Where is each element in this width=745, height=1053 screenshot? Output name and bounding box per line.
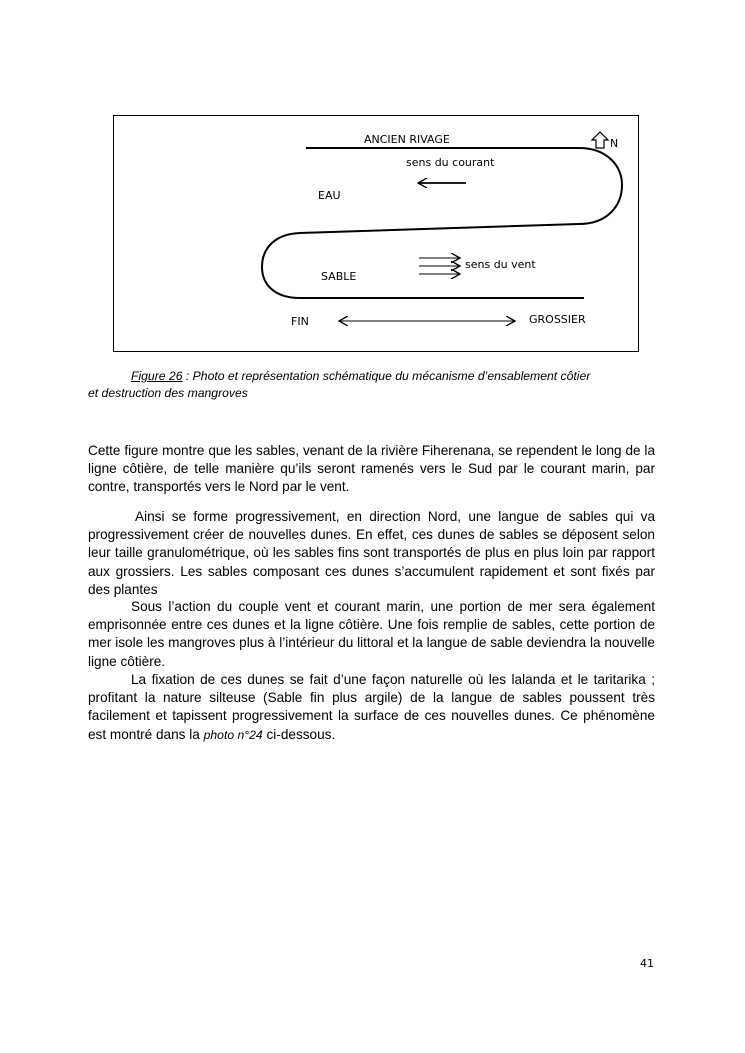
grossier-label: GROSSIER bbox=[529, 313, 586, 326]
paragraph-2: Ainsi se forme progressivement, en direction Nord, une langue de sables qui va progressivement créer de nouvelles dunes. En effet, ces dunes de sables se déposent selon leur taille granulométrique, où les sables fins sont transportés de plus en plus loin par rapport aux grossiers. Les sables composant ces dunes s’accumulent rapidement et sont fixés par des plantes bbox=[88, 509, 655, 597]
page-number: 41 bbox=[640, 957, 654, 970]
fin-label: FIN bbox=[291, 315, 309, 328]
figure-caption bbox=[88, 368, 658, 402]
caption-line-2: et destruction des mangroves bbox=[88, 386, 248, 400]
eau-label: EAU bbox=[318, 189, 341, 202]
paragraph-1: Cette figure montre que les sables, venant de la rivière Fiherenana, se rependent le long de la ligne côtière, de telle manière qu’ils seront ramenés vers le Sud par le courant marin, par contre, transportés vers le Nord par le vent. bbox=[88, 443, 655, 495]
ancien-rivage-label: ANCIEN RIVAGE bbox=[364, 133, 450, 146]
photo-reference: photo n°24 bbox=[203, 727, 263, 742]
north-label: N bbox=[610, 137, 619, 150]
caption-text-1: : Photo et représentation schématique du mécanisme d’ensablement côtier bbox=[182, 369, 591, 383]
paragraph-3: Sous l’action du couple vent et courant marin, une portion de mer sera également emprisonnée entre ces dunes et la ligne côtière. Une fois remplie de sables, cette portion de mer isole les mangroves plus à l’intérieur du littoral et la langue de sable deviendra la nouvelle ligne côtière. bbox=[88, 599, 655, 669]
caption-line-1 bbox=[88, 368, 658, 385]
paragraph-4 bbox=[88, 671, 655, 744]
figure-reference: Figure 26 bbox=[131, 369, 183, 383]
paragraph-4-end: ci-dessous. bbox=[262, 726, 336, 742]
sable-label: SABLE bbox=[321, 270, 357, 283]
diagram-svg bbox=[114, 116, 640, 353]
sens-courant-label: sens du courant bbox=[406, 156, 495, 169]
north-arrow-icon bbox=[592, 132, 608, 148]
sens-vent-label: sens du vent bbox=[465, 258, 536, 271]
paragraph-4-text: La fixation de ces dunes se fait d’une façon naturelle où les lalanda et le taritarika ; profitant la nature silteuse (Sable fin plus argile) de la langue de sables poussent très facilement et tapissent progressivement la surface de ces nouvelles dunes. Ce phénomène est montré dans la bbox=[88, 672, 655, 742]
coastal-sanding-diagram bbox=[113, 115, 639, 352]
